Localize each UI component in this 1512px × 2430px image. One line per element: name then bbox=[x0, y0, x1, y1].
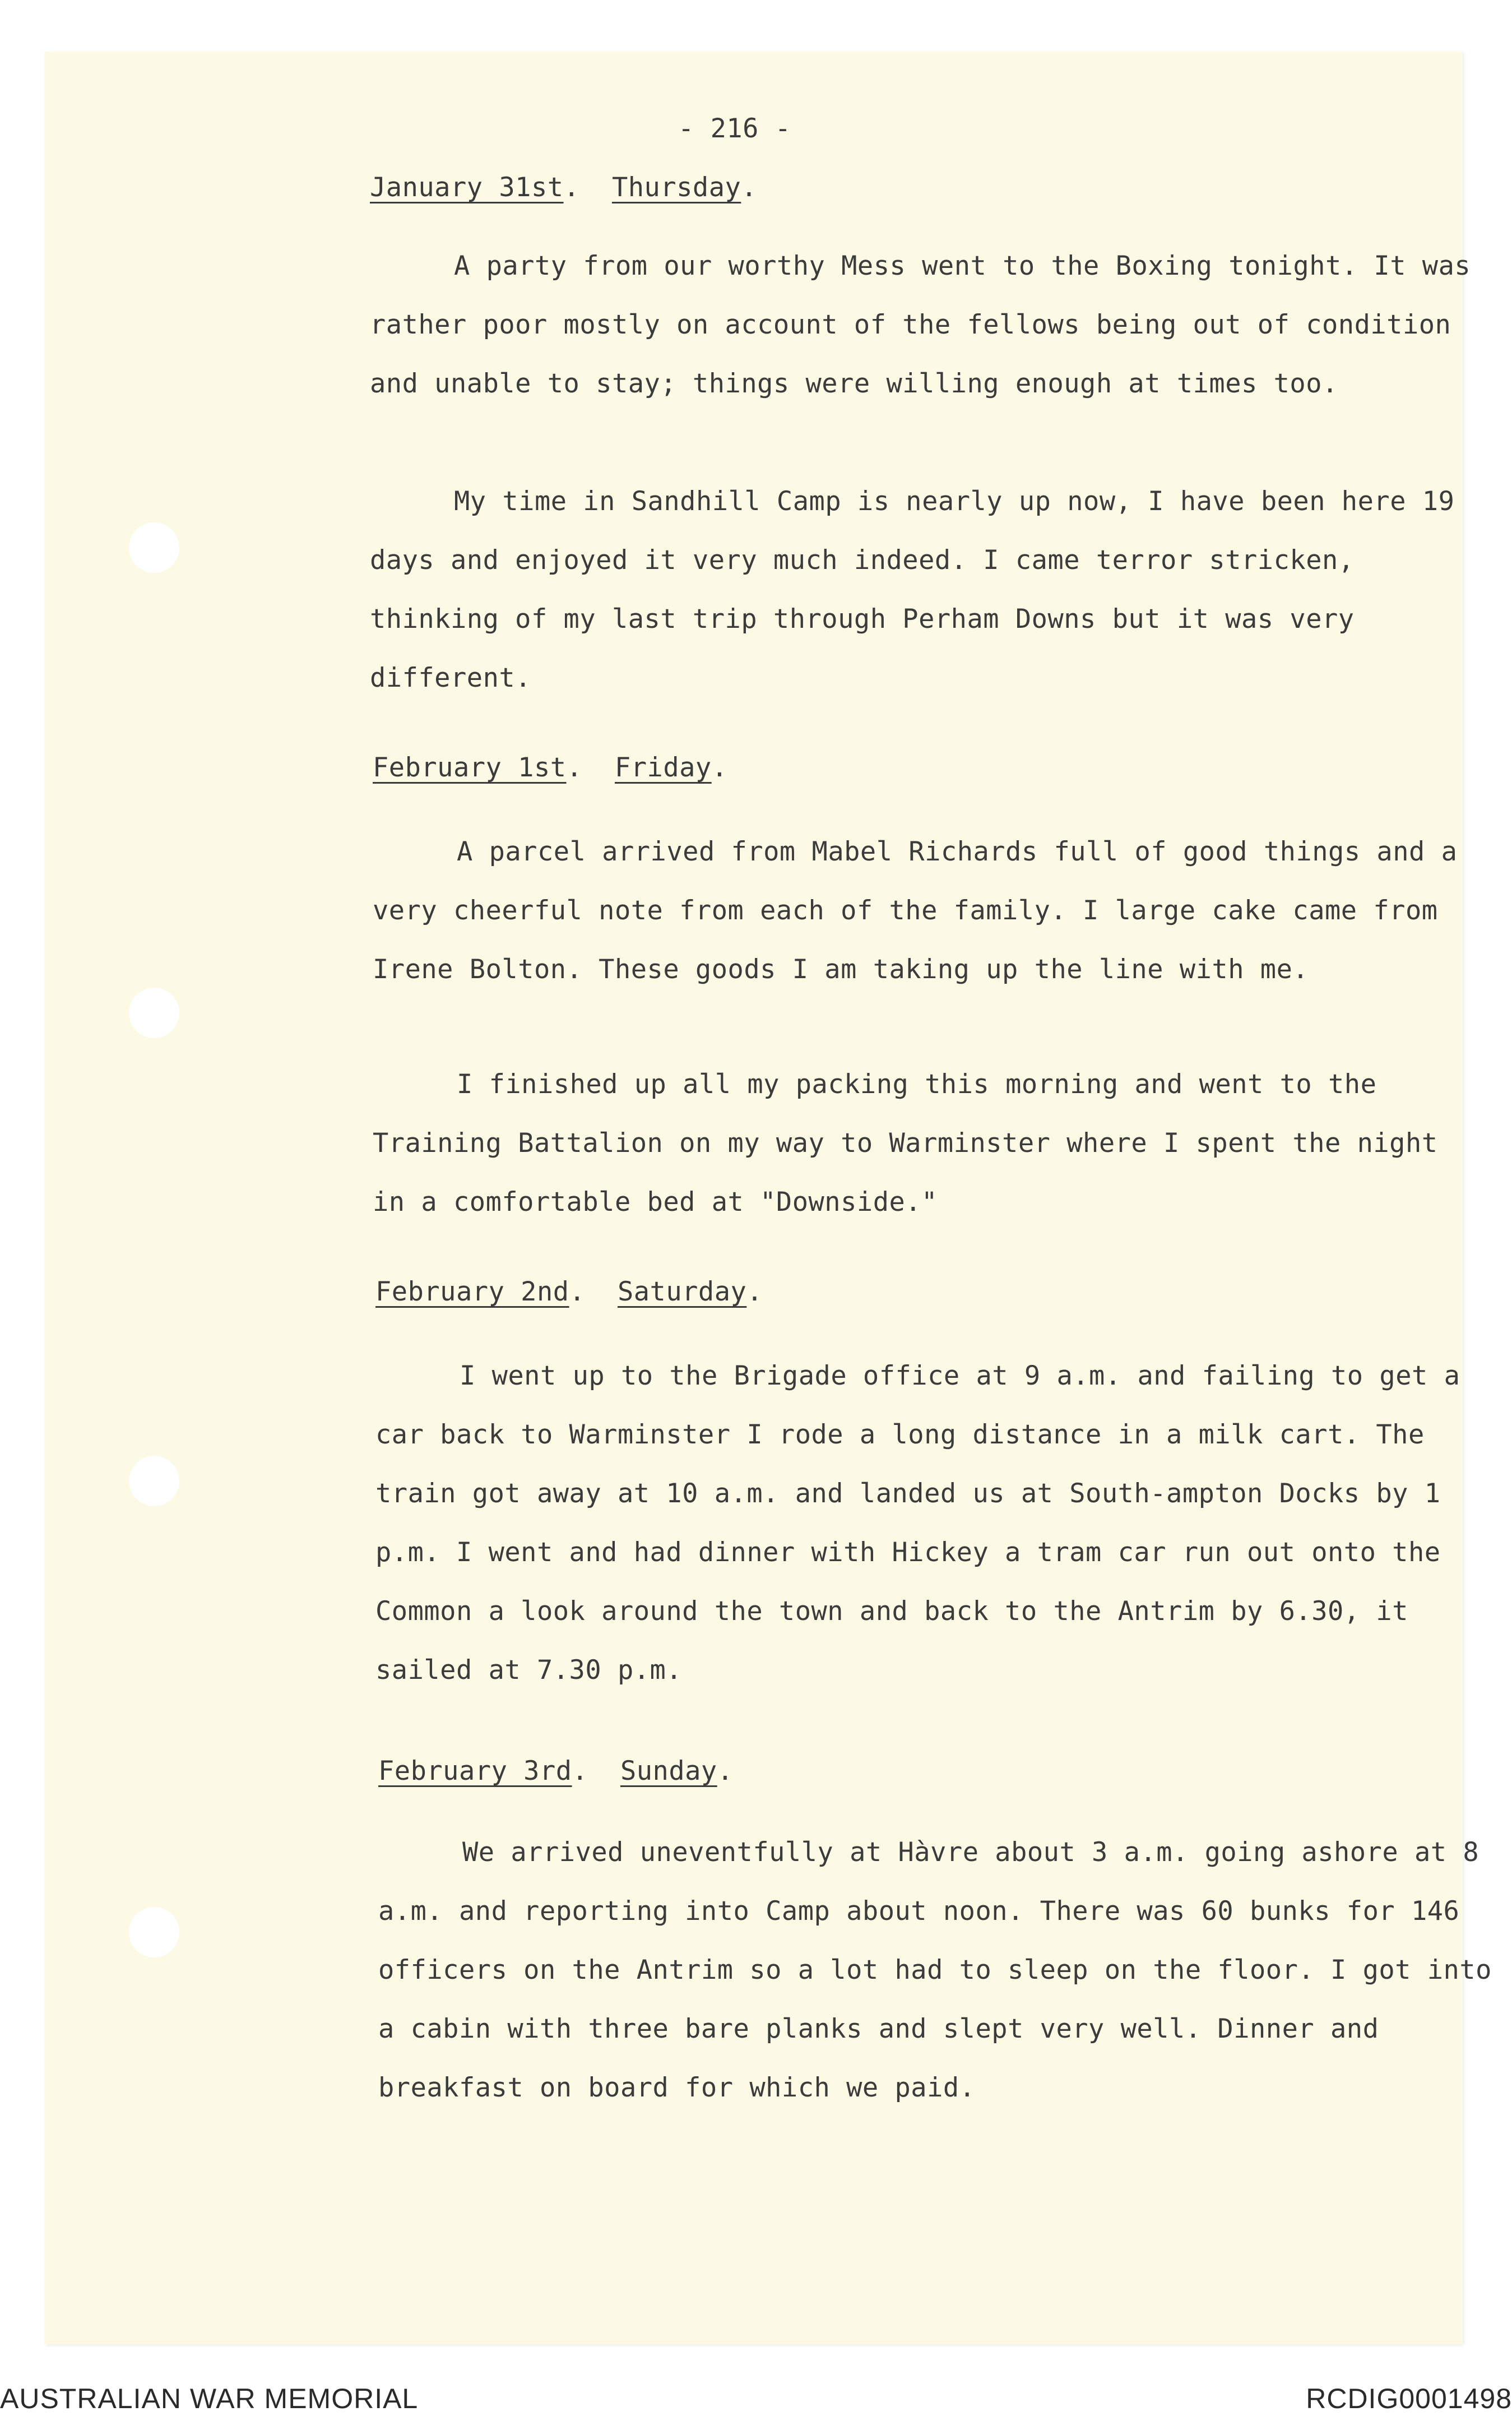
entry-date: February 2nd bbox=[375, 1276, 569, 1307]
archive-credit: AUSTRALIAN WAR MEMORIAL bbox=[0, 2383, 419, 2414]
punch-hole bbox=[129, 1907, 179, 1957]
entry-date: February 1st bbox=[373, 752, 567, 783]
entry-day: Friday bbox=[614, 752, 712, 783]
entry-day: Sunday bbox=[620, 1756, 717, 1786]
archive-id: RCDIG0001498 bbox=[1306, 2383, 1512, 2414]
punch-hole bbox=[129, 522, 179, 573]
entry-paragraph: I went up to the Brigade office at 9 a.m. and failing to get a car back to Warminster I rode a long distance in a milk cart. The train got away at 10 a.m. and landed us at South-ampton Docks by 1 p.m. I went and had dinner with Hickey a tram car run out onto the Common a look around the town and back to the Antrim by 6.30, it sailed at 7.30 p.m. bbox=[375, 1360, 1460, 1686]
entry-day: Thursday bbox=[611, 172, 741, 203]
entry-heading: February 3rd. Sunday. bbox=[378, 1756, 734, 1786]
entry-heading: February 2nd. Saturday. bbox=[375, 1276, 763, 1307]
entry-paragraph: I finished up all my packing this morning and went to the Training Battalion on my way to Warminster where I spent the night in a comfortable bed at "Downside." bbox=[373, 1069, 1438, 1218]
document-page bbox=[45, 52, 1492, 2344]
entry-paragraph: My time in Sandhill Camp is nearly up now, I have been here 19 days and enjoyed it very much indeed. I came terror stricken, thinking of my last trip through Perham Downs but it was very different. bbox=[370, 486, 1455, 693]
entry-date: February 3rd bbox=[378, 1756, 572, 1786]
entry-day: Saturday bbox=[617, 1276, 747, 1307]
punch-hole bbox=[129, 988, 179, 1038]
page-number: - 216 - bbox=[678, 113, 791, 144]
entry-heading: January 31st. Thursday. bbox=[370, 172, 758, 203]
entry-paragraph: A party from our worthy Mess went to the Boxing tonight. It was rather poor mostly on account of the fellows being out of condition and unable to stay; things were willing enough at times too. bbox=[370, 251, 1471, 399]
entry-date: January 31st bbox=[370, 172, 564, 203]
entry-paragraph: We arrived uneventfully at Hàvre about 3 a.m. going ashore at 8 a.m. and reporting into Camp about noon. There was 60 bunks for 146 officers on the Antrim so a lot had to sleep on the floor. I got into a cabin with three bare planks and slept very well. Dinner and breakfast on board for which we paid. bbox=[378, 1837, 1492, 2103]
entry-paragraph: A parcel arrived from Mabel Richards full of good things and a very cheerful note from each of the family. I large cake came from Irene Bolton. These goods I am taking up the line with me. bbox=[373, 836, 1458, 985]
entry-heading: February 1st. Friday. bbox=[373, 752, 728, 783]
punch-hole bbox=[129, 1456, 179, 1506]
